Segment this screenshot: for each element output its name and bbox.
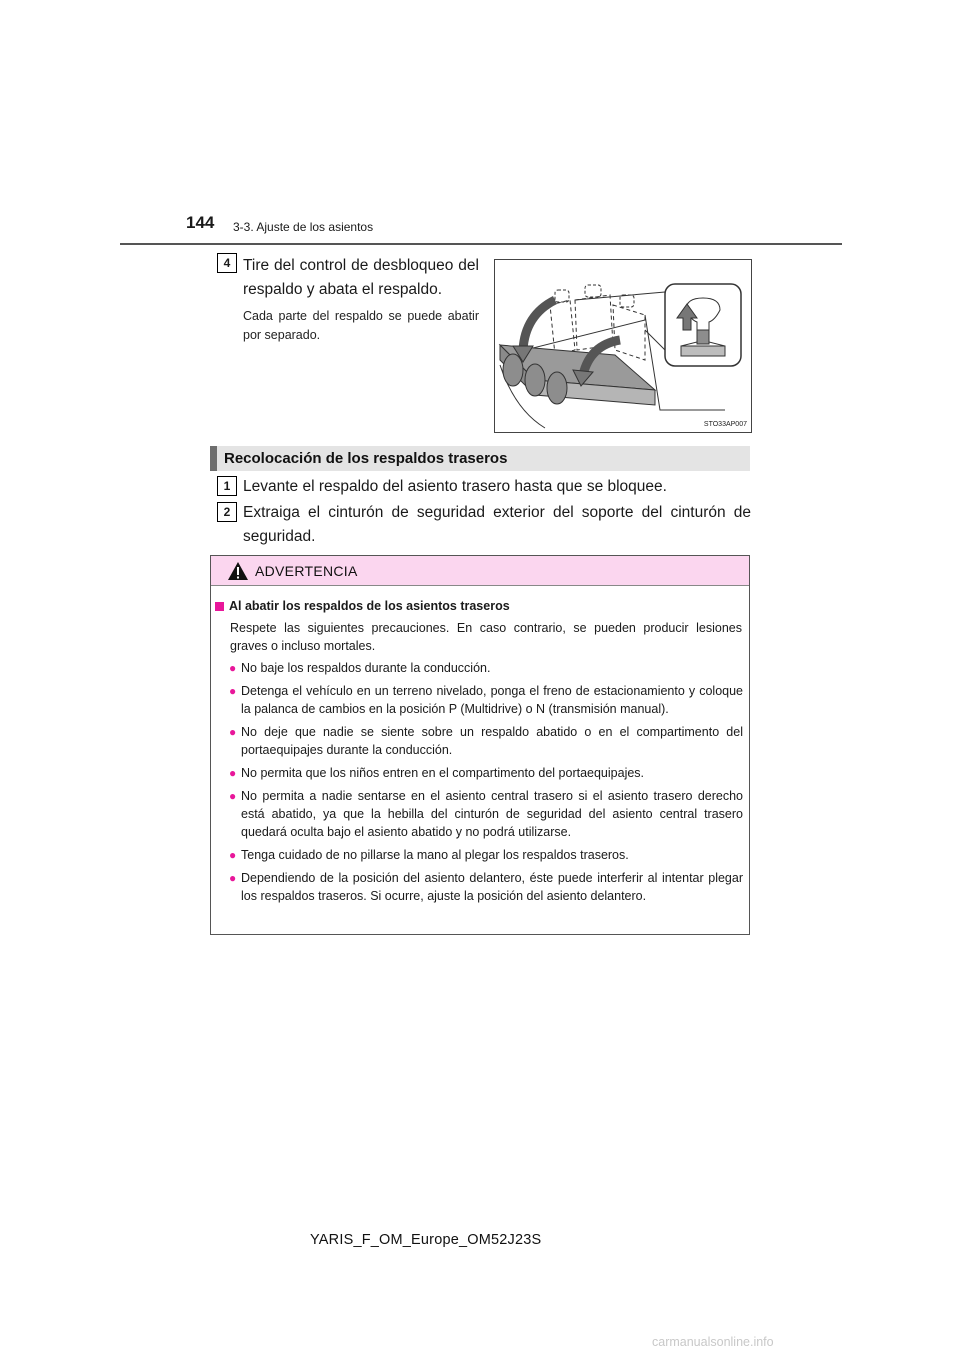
bullet-icon: ● — [229, 684, 237, 698]
bullet-icon: ● — [229, 661, 237, 675]
bullet-icon: ● — [229, 766, 237, 780]
footer-doc-code: YARIS_F_OM_Europe_OM52J23S — [310, 1232, 542, 1248]
warning-item: ● Tenga cuidado de no pillarse la mano al plegar los respaldos traseros. — [229, 848, 629, 862]
warning-item: ● No baje los respaldos durante la conducción. — [229, 661, 491, 675]
seat-fold-illustration — [494, 259, 752, 433]
warning-heading-bullet — [215, 602, 224, 611]
warning-item: ● No permita que los niños entren en el compartimento del portaequipajes. — [229, 766, 645, 780]
bullet-icon: ● — [229, 725, 237, 739]
illustration-code: STO33AP007 — [703, 421, 747, 428]
step-1-text: Levante el respaldo del asiento trasero hasta que se bloquee. — [243, 478, 667, 495]
section-title: 3-3. Ajuste de los asientos — [233, 220, 374, 234]
subsection-heading: Recolocación de los respaldos traseros — [224, 450, 508, 467]
step-number-4: 4 — [217, 253, 237, 273]
bullet-icon: ● — [229, 789, 237, 803]
warning-item: ● Dependiendo de la posición del asiento delantero, éste puede interferir al intentar plegar los respaldos traseros. Si ocurre, ajuste la posición del asiento delantero. — [229, 871, 743, 903]
warning-heading: Al abatir los respaldos de los asientos traseros — [229, 599, 510, 613]
step-number-1: 1 — [217, 476, 237, 496]
subsection-heading-accent — [210, 446, 217, 471]
warning-header — [211, 556, 749, 586]
step-number-2: 2 — [217, 502, 237, 522]
bullet-icon: ● — [229, 871, 237, 885]
bullet-icon: ● — [229, 848, 237, 862]
step-2-text: Extraiga el cinturón de seguridad exterior del soporte del cinturón de seguridad. — [243, 504, 751, 545]
warning-list — [229, 659, 743, 905]
warning-triangle-icon — [227, 561, 249, 581]
seat-fold-icon — [495, 260, 751, 432]
step-4-text: Tire del control de desbloqueo del respaldo y abata el respaldo. — [243, 257, 479, 298]
warning-title: ADVERTENCIA — [255, 563, 358, 579]
header-rule — [120, 243, 842, 245]
warning-intro: Respete las siguientes precauciones. En caso contrario, se pueden producir lesiones graves o incluso mortales. — [230, 621, 742, 653]
warning-item: ● No permita a nadie sentarse en el asiento central trasero si el asiento trasero derecho está abatido, ya que la hebilla del cinturón de seguridad del asiento central trasero quedará oculta bajo el asiento abatido y no podrá utilizarse. — [229, 789, 743, 839]
step-4-note: Cada parte del respaldo se puede abatir por separado. — [243, 309, 479, 342]
warning-item: ● Detenga el vehículo en un terreno nivelado, ponga el freno de estacionamiento y coloque la palanca de cambios en la posición P (Multidrive) o N (transmisión manual). — [229, 684, 743, 716]
page-number: 144 — [186, 213, 215, 232]
watermark: carmanualsonline.info — [652, 1335, 774, 1349]
warning-item: ● No deje que nadie se siente sobre un respaldo abatido o en el compartimento del portaequipajes durante la conducción. — [229, 725, 743, 757]
